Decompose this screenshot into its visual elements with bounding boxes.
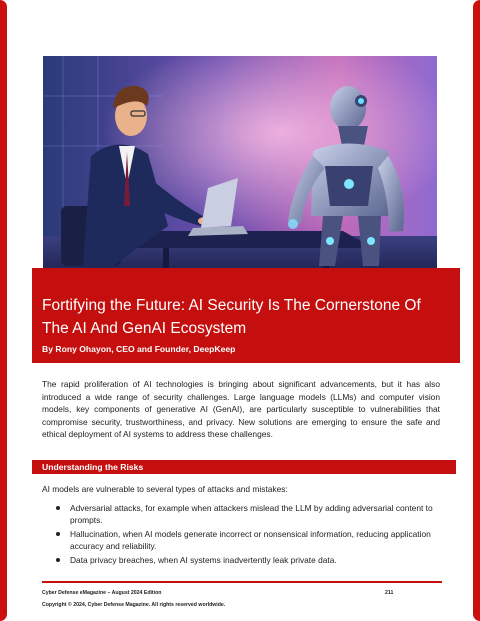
page-edge-right xyxy=(473,0,480,621)
list-item-text: Hallucination, when AI models generate incorrect or nonsensical information, reducing application accuracy and reliability. xyxy=(70,529,431,551)
list-item xyxy=(56,528,436,552)
section-lead: AI models are vulnerable to several types of attacks and mistakes: xyxy=(42,484,288,494)
article-byline: By Rony Ohayon, CEO and Founder, DeepKeep xyxy=(42,344,236,354)
article-title-banner xyxy=(32,268,460,363)
list-item-text: Adversarial attacks, for example when attackers mislead the LLM by adding adversarial content to prompts. xyxy=(70,503,433,525)
page-edge-left xyxy=(0,0,7,621)
hero-illustration xyxy=(43,56,437,276)
list-item xyxy=(56,554,436,566)
bullet-icon xyxy=(56,506,60,510)
article-title: Fortifying the Future: AI Security Is The Cornerstone Of The AI And GenAI Ecosystem xyxy=(42,297,421,337)
risk-bullet-list xyxy=(56,502,436,568)
footer-edition: Cyber Defense eMagazine – August 2024 Edition xyxy=(42,590,162,596)
article-intro-paragraph: The rapid proliferation of AI technologies is bringing about significant advancements, but it has also introduced a wide range of security challenges. Large language models (LLMs) and computer vision models, key components of generative AI (GenAI), are particularly susceptible to vulnerabilities that compromise security, trustworthiness, and privacy. New solutions are emerging to ensure the safe and ethical deployment of AI systems to address these challenges. xyxy=(42,379,440,440)
list-item-text: Data privacy breaches, when AI systems inadvertently leak private data. xyxy=(70,555,337,565)
footer-divider xyxy=(42,581,442,583)
footer-copyright: Copyright © 2024, Cyber Defense Magazine. All rights reserved worldwide. xyxy=(42,602,226,608)
list-item xyxy=(56,502,436,526)
section-heading: Understanding the Risks xyxy=(32,460,456,474)
bullet-icon xyxy=(56,558,60,562)
footer-page-number: 211 xyxy=(385,590,394,596)
bullet-icon xyxy=(56,532,60,536)
